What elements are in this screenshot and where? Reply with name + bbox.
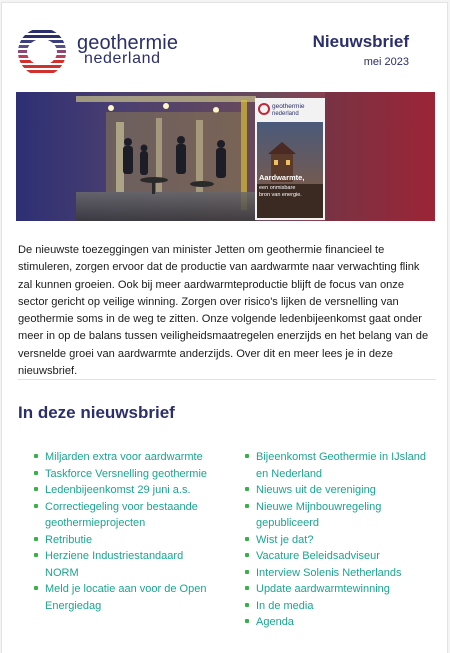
toc-item[interactable]: [245, 499, 430, 532]
bullet-icon: [34, 586, 38, 590]
toc-item[interactable]: [34, 449, 214, 466]
section-divider: [18, 379, 436, 380]
toc-link[interactable]: Nieuws uit de vereniging: [256, 484, 376, 496]
bullet-icon: [245, 586, 249, 590]
toc-item[interactable]: [245, 449, 430, 482]
toc-link[interactable]: Agenda: [256, 616, 294, 628]
bullet-icon: [34, 454, 38, 458]
toc-item[interactable]: [245, 581, 430, 598]
toc-item[interactable]: [245, 598, 430, 615]
banner-slogan-2: een onmisbare: [259, 185, 296, 191]
toc-link[interactable]: Miljarden extra voor aardwarmte: [45, 451, 203, 463]
bullet-icon: [245, 570, 249, 574]
bullet-icon: [34, 471, 38, 475]
banner-brand-line1: geothermie: [272, 103, 305, 110]
brand-name-line1: geothermie: [77, 32, 179, 54]
toc-link[interactable]: Retributie: [45, 533, 93, 546]
toc-item[interactable]: [34, 548, 214, 581]
intro-paragraph: De nieuwste toezeggingen van minister Jetten om geothermie financieel te stimuleren, zorgen ervoor dat de productie van aardwarmte naar verwachting flink zal kunnen groeien. Ook bij meer aardwarmteproductie blijft de focus van onze sector gericht op veilige winning. Zorgen over risico's lijken de versnelling van geothermie soms in de weg te zitten. Onze volgende ledenbijeenkomst gaat onder meer in op de balans tussen veiligheidsmaatregelen enerzijds en het belang van de versnelde groei van aardwarmte anderzijds. Over dit en meer lees je in deze nieuwsbrief.: [18, 244, 429, 378]
toc-link[interactable]: In de media: [256, 599, 314, 612]
toc-item[interactable]: [34, 499, 214, 532]
toc-item[interactable]: [245, 614, 430, 631]
bullet-icon: [245, 619, 249, 623]
newsletter-card: [1, 2, 448, 653]
bullet-icon: [34, 487, 38, 491]
toc-link[interactable]: Nieuwe Mijnbouwregeling gepubliceerd: [256, 500, 382, 529]
banner-slogan-1: Aardwarmte,: [259, 173, 305, 182]
bullet-icon: [34, 504, 38, 508]
toc-item[interactable]: [245, 482, 430, 499]
toc-link[interactable]: Interview Solenis Netherlands: [256, 566, 402, 579]
bullet-icon: [245, 537, 249, 541]
toc-item[interactable]: [34, 466, 214, 483]
toc-item[interactable]: [34, 482, 214, 499]
toc-link[interactable]: Ledenbijeenkomst 29 juni a.s.: [45, 484, 191, 496]
bullet-icon: [245, 603, 249, 607]
toc-link[interactable]: Wist je dat?: [256, 533, 314, 546]
bullet-icon: [245, 454, 249, 458]
bullet-icon: [34, 553, 38, 557]
hero-photo: [16, 92, 435, 221]
toc-link[interactable]: Herziene Industriestandaard NORM: [45, 550, 184, 579]
toc-link[interactable]: Bijeenkomst Geothermie in IJsland en Nederland: [256, 451, 426, 480]
toc-item[interactable]: [245, 548, 430, 565]
toc-link[interactable]: Vacature Beleidsadviseur: [256, 550, 380, 562]
bullet-icon: [245, 553, 249, 557]
toc-item[interactable]: [245, 532, 430, 549]
toc-item[interactable]: [245, 565, 430, 582]
toc-link[interactable]: Correctiegeling voor bestaande geothermieprojecten: [45, 500, 198, 529]
geothermie-logo-icon: [17, 28, 67, 76]
bullet-icon: [245, 487, 249, 491]
toc-link[interactable]: Update aardwarmtewinning: [256, 583, 390, 595]
newsletter-title: Nieuwsbrief: [312, 32, 409, 51]
banner-slogan-3: bron van energie.: [259, 192, 302, 198]
bullet-icon: [245, 504, 249, 508]
toc-link[interactable]: Meld je locatie aan voor de Open Energiedag: [45, 583, 207, 612]
toc-item[interactable]: [34, 581, 214, 614]
toc-item[interactable]: [34, 532, 214, 549]
event-photo-image: [16, 92, 435, 221]
toc-list-right: [245, 449, 430, 631]
brand-name-line2: nederland: [84, 50, 161, 67]
bullet-icon: [34, 537, 38, 541]
issue-date: mei 2023: [363, 56, 409, 68]
toc-heading: In deze nieuwsbrief: [18, 403, 175, 422]
toc-list-left: [34, 449, 214, 614]
toc-link[interactable]: Taskforce Versnelling geothermie: [45, 467, 208, 480]
banner-brand-line2: nederland: [272, 111, 299, 117]
